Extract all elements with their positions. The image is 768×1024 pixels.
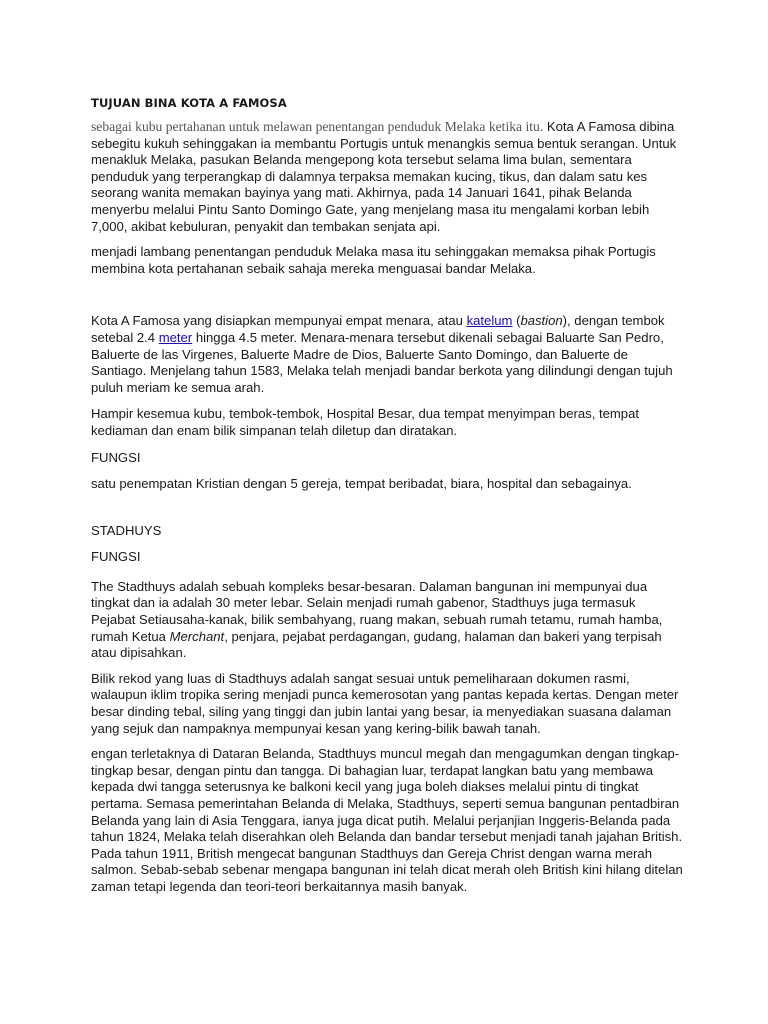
paragraph-stadthuys-kompleks: [91, 579, 683, 662]
link-meter[interactable]: meter: [158, 329, 193, 345]
heading-fungsi-1: FUNGSI: [91, 449, 141, 465]
heading-fungsi-2: FUNGSI: [91, 549, 141, 565]
paragraph-lambang: menjadi lambang penentangan penduduk Melaka masa itu sehinggakan memaksa pihak Portugis membina kota pertahanan sebaik sahaja mereka menguasai bandar Melaka.: [91, 244, 656, 276]
link-katelum[interactable]: katelum: [466, 313, 513, 329]
italic-merchant: Merchant: [169, 628, 225, 644]
document-title: TUJUAN BINA KOTA A FAMOSA: [91, 96, 287, 110]
italic-bastion: bastion: [520, 313, 563, 329]
paragraph-dataran-belanda: engan terletaknya di Dataran Belanda, Stadthuys muncul megah dan mengagumkan dengan tingkap-tingkap besar, dengan pintu dan tangga. Di bahagian luar, terdapat langkan batu yang membawa kepada dwi tangga seterusnya ke balkoni kecil yang juga boleh diakses melalui pintu di tingkat pertama. Semasa pemerintahan Belanda di Melaka, Stadthuys, seperti semua bangunan pentadbiran Belanda yang lain di Asia Tenggara, ianya juga dicat putih. Melalui perjanjian Inggeris-Belanda pada tahun 1824, Melaka telah diserahkan oleh Belanda dan bandar tersebut menjadi tanah jajahan British. Pada tahun 1911, British mengecat bangunan Stadthuys dan Gereja Christ dengan warna merah salmon. Sebab-sebab sebenar mengapa bangunan ini telah dicat merah oleh British kini hilang ditelan zaman tetapi legenda dan teori-teori berkaitannya masih banyak.: [91, 746, 683, 894]
text-span: The Stadthuys adalah sebuah kompleks besar-besaran. Dalaman bangunan ini mempunyai dua tingkat dan ia adalah 30 meter lebar. Selain menjadi rumah gabenor, Stadthuys juga termasuk Pejabat Setiausaha-kanak, bilik sembahyang, ruang makan, sebuah rumah tetamu, rumah hamba, rumah Ketua: [91, 578, 663, 644]
paragraph-menara: [91, 313, 683, 396]
document-page: [91, 96, 683, 896]
text-span: , penjara, pejabat perdagangan, gudang, halaman dan bakeri yang terpisah atau dipisahkan.: [91, 628, 662, 661]
paragraph-intro-rest: Kota A Famosa dibina sebegitu kukuh sehinggakan ia membantu Portugis untuk menangkis semua bentuk serangan. Untuk menakluk Melaka, pasukan Belanda mengepong kota tersebut selama lima bulan, sementara penduduk yang terperangkap di dalamnya terpaksa memakan kucing, tikus, dan dalam satu kes seorang wanita memakan bayinya yang mati. Akhirnya, pada 14 Januari 1641, pihak Belanda menyerbu melalui Pintu Santo Domingo Gate, yang menjelang masa itu mengalami korban lebih 7,000, akibat kebuluran, penyakit dan tembakan senjata api.: [91, 119, 677, 234]
paragraph-penempatan-kristian: satu penempatan Kristian dengan 5 gereja, tempat beribadat, biara, hospital dan sebagainya.: [91, 476, 632, 492]
text-span: Kota A Famosa yang disiapkan mempunyai empat menara, atau: [91, 313, 467, 329]
text-span: ), dengan tembok setebal 2.4: [91, 313, 665, 345]
heading-stadhuys: STADHUYS: [91, 522, 162, 538]
paragraph-lead-serif: sebagai kubu pertahanan untuk melawan penentangan penduduk Melaka ketika itu.: [91, 119, 544, 134]
paragraph-kubu-diletup: Hampir kesemua kubu, tembok-tembok, Hospital Besar, dua tempat menyimpan beras, tempat kediaman dan enam bilik simpanan telah diletup dan diratakan.: [91, 406, 640, 438]
paragraph-bilik-rekod: Bilik rekod yang luas di Stadthuys adalah sangat sesuai untuk pemeliharaan dokumen rasmi, walaupun iklim tropika sering menjadi punca kemerosotan yang pantas kepada kertas. Dengan meter besar dinding tebal, siling yang tinggi dan jubin lantai yang besar, ia menyediakan suasana dalaman yang sejuk dan nampaknya mempunyai kesan yang kering-bilik bawah tanah.: [91, 670, 679, 736]
paragraph-kota-intro: [91, 119, 683, 235]
text-span: hingga 4.5 meter. Menara-menara tersebut dikenali sebagai Baluarte San Pedro, Baluerte de las Virgenes, Baluerte Madre de Dios, Baluerte Santo Domingo, dan Baluerte de Santiago. Menjelang tahun 1583, Melaka telah menjadi bandar berkota yang dilindungi dengan tujuh puluh meriam ke semua arah.: [91, 329, 673, 395]
text-span: (: [512, 313, 521, 329]
